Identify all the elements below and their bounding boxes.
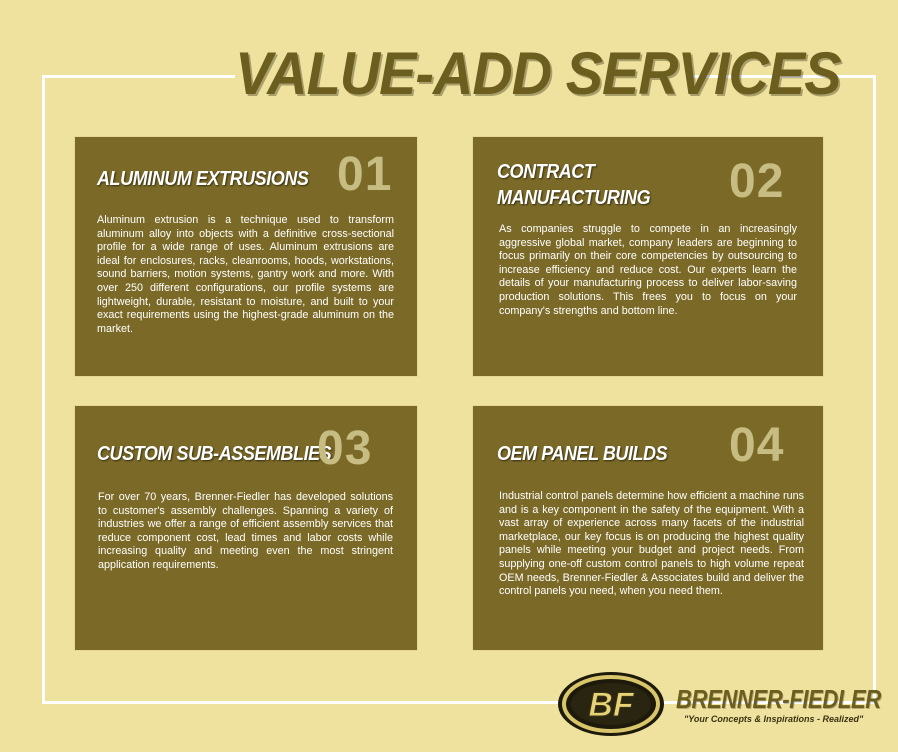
- card-title: OEM PANEL BUILDS: [497, 443, 668, 465]
- card-number: 02: [729, 155, 785, 208]
- card-title: CUSTOM SUB-ASSEMBLIES: [97, 443, 332, 465]
- card-custom-sub-assemblies: [75, 406, 417, 650]
- card-aluminum-extrusions: [75, 137, 417, 376]
- card-oem-panel-builds: [473, 406, 823, 650]
- card-body: Industrial control panels determine how efficient a machine runs and is a key component in the safety of the equipment. With a vast array of experience across many facets of the industrial marketplace, our key focus is on producing the highest quality panels while meeting your budget and project needs. From supplying one-off custom control panels to high volume repeat OEM needs, Brenner-Fiedler & Associates build and deliver the control panels you need, when you need them.: [499, 490, 804, 598]
- bf-logo-icon: [556, 670, 666, 738]
- card-number: 01: [337, 148, 393, 201]
- card-number: 04: [729, 419, 785, 472]
- brenner-fiedler-logo: [556, 664, 881, 750]
- card-body: Aluminum extrusion is a technique used to transform aluminum alloy into objects with a definitive cross-sectional profile for a wide range of uses. Aluminum extrusions are ideal for enclosures, racks, cleanrooms, hoods, workstations, sound barriers, motion systems, gantry work and more. With over 250 different configurations, our profile systems are lightweight, durable, resistant to moisture, and built to your exact requirements using the highest-grade aluminum on the market.: [97, 214, 394, 335]
- page-title: VALUE-ADD SERVICES: [235, 36, 689, 112]
- card-title: CONTRACT MANUFACTURING: [497, 161, 651, 209]
- logo-name: BRENNER-FIEDLER: [676, 684, 881, 714]
- card-number: 03: [317, 422, 373, 475]
- card-contract-manufacturing: [473, 137, 823, 376]
- card-body: For over 70 years, Brenner-Fiedler has developed solutions to customer's assembly challenges. Spanning a variety of industries we offer a range of efficient assembly services that reduce component cost, lead times and labor costs while increasing quality and meeting even the most stringent application requirements.: [98, 491, 393, 571]
- card-title: ALUMINUM EXTRUSIONS: [97, 168, 309, 190]
- card-body: As companies struggle to compete in an increasingly aggressive global market, company leaders are beginning to focus primarily on their core competencies by outsourcing to increase efficiency and reduce cost. Our experts learn the details of your manufacturing process to deliver labor-saving production solutions. This frees you to focus on your company's strengths and bottom line.: [499, 223, 797, 317]
- logo-initials: BF: [588, 686, 634, 724]
- logo-tagline: "Your Concepts & Inspirations - Realized": [684, 714, 864, 724]
